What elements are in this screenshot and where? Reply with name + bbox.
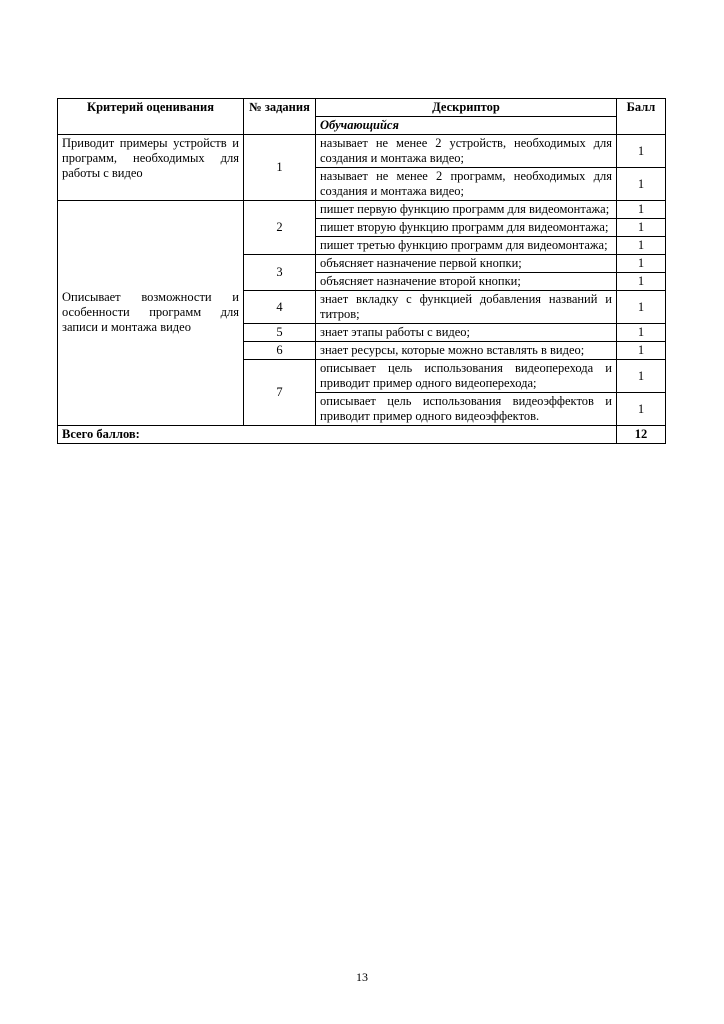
score-cell: 1	[617, 168, 666, 201]
score-cell: 1	[617, 360, 666, 393]
descriptor-cell: знает этапы работы с видео;	[316, 324, 617, 342]
score-cell: 1	[617, 342, 666, 360]
criterion-header: Критерий оценивания	[58, 99, 244, 135]
page-number: 13	[356, 970, 368, 984]
task-number-cell: 7	[244, 360, 316, 426]
score-cell: 1	[617, 324, 666, 342]
task-number-cell: 1	[244, 135, 316, 201]
assessment-rubric-table	[57, 98, 666, 444]
score-header: Балл	[617, 99, 666, 135]
descriptor-cell: пишет третью функцию программ для видеомонтажа;	[316, 237, 617, 255]
header-row	[58, 99, 666, 117]
descriptor-cell: описывает цель использования видеоперехода и приводит пример одного видеоперехода;	[316, 360, 617, 393]
task-number-cell: 6	[244, 342, 316, 360]
task-number-cell: 3	[244, 255, 316, 291]
task-number-cell: 2	[244, 201, 316, 255]
criterion-cell: Описывает возможности и особенности программ для записи и монтажа видео	[58, 201, 244, 426]
score-cell: 1	[617, 291, 666, 324]
task-number-header: № задания	[244, 99, 316, 135]
descriptor-cell: знает ресурсы, которые можно вставлять в видео;	[316, 342, 617, 360]
total-label: Всего баллов:	[58, 426, 617, 444]
score-cell: 1	[617, 219, 666, 237]
table-row	[58, 201, 666, 219]
descriptor-cell: знает вкладку с функцией добавления названий и титров;	[316, 291, 617, 324]
score-cell: 1	[617, 201, 666, 219]
descriptor-cell: пишет первую функцию программ для видеомонтажа;	[316, 201, 617, 219]
total-row	[58, 426, 666, 444]
descriptor-cell: описывает цель использования видеоэффектов и приводит пример одного видеоэффектов.	[316, 393, 617, 426]
descriptor-cell: называет не менее 2 программ, необходимых для создания и монтажа видео;	[316, 168, 617, 201]
descriptor-header: Дескриптор	[316, 99, 617, 117]
score-cell: 1	[617, 237, 666, 255]
table-row	[58, 135, 666, 168]
criterion-cell: Приводит примеры устройств и программ, необходимых для работы с видео	[58, 135, 244, 201]
task-number-cell: 5	[244, 324, 316, 342]
descriptor-cell: объясняет назначение первой кнопки;	[316, 255, 617, 273]
descriptor-cell: называет не менее 2 устройств, необходимых для создания и монтажа видео;	[316, 135, 617, 168]
total-value: 12	[617, 426, 666, 444]
score-cell: 1	[617, 393, 666, 426]
score-cell: 1	[617, 135, 666, 168]
score-cell: 1	[617, 273, 666, 291]
score-cell: 1	[617, 255, 666, 273]
descriptor-cell: пишет вторую функцию программ для видеомонтажа;	[316, 219, 617, 237]
learner-subheader: Обучающийся	[316, 117, 617, 135]
descriptor-cell: объясняет назначение второй кнопки;	[316, 273, 617, 291]
task-number-cell: 4	[244, 291, 316, 324]
